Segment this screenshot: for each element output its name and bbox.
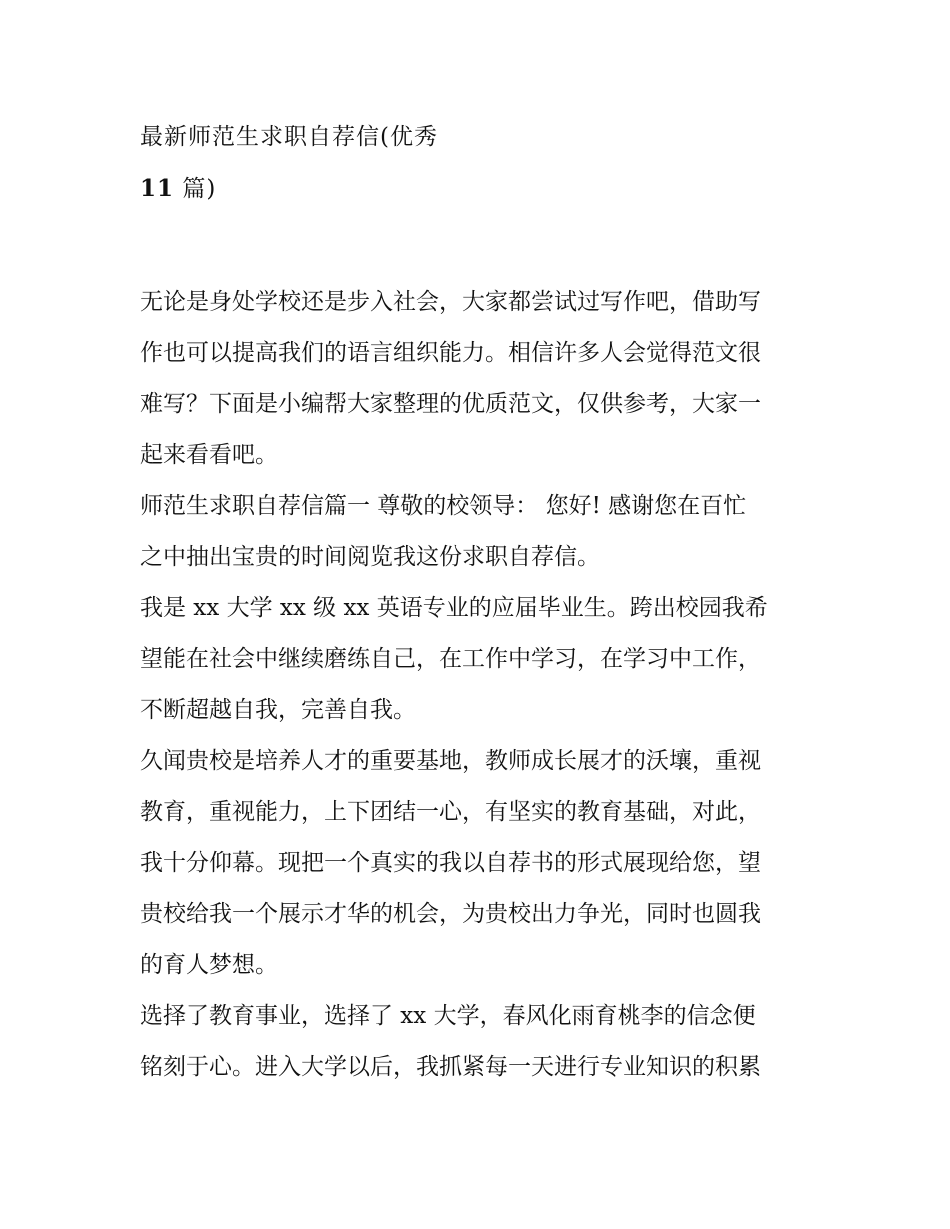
body-line: 贵校给我一个展示才华的机会，为贵校出力争光，同时也圆我 [140, 901, 761, 927]
document-title [140, 112, 820, 214]
document-body [140, 277, 820, 1093]
body-line: 难写？下面是小编帮大家整理的优质范文，仅供参考，大家一 [140, 391, 761, 417]
body-line: 师范生求职自荐信篇一 尊敬的校领导： 您好! 感谢您在百忙 [140, 493, 747, 519]
body-line: 无论是身处学校还是步入社会，大家都尝试过写作吧，借助写 [140, 289, 761, 315]
body-line: 作也可以提高我们的语言组织能力。相信许多人会觉得范文很 [140, 340, 761, 366]
body-line: 望能在社会中继续磨练自己，在工作中学习，在学习中工作， [140, 646, 761, 672]
title-count: 11 [140, 175, 175, 202]
body-line: 之中抽出宝贵的时间阅览我这份求职自荐信。 [140, 544, 600, 570]
title-line-2 [140, 163, 820, 214]
body-line: 我十分仰幕。现把一个真实的我以自荐书的形式展现给您，望 [140, 850, 761, 876]
body-line: 久闻贵校是培养人才的重要基地，教师成长展才的沃壤，重视 [140, 748, 761, 774]
body-line: 铭刻于心。进入大学以后，我抓紧每一天进行专业知识的积累 [140, 1054, 761, 1080]
body-line: 选择了教育事业，选择了 xx 大学，春风化雨育桃李的信念便 [140, 1003, 756, 1029]
body-line: 起来看看吧。 [140, 442, 278, 468]
body-line: 我是 xx 大学 xx 级 xx 英语专业的应届毕业生。跨出校园我希 [140, 595, 768, 621]
title-line-1: 最新师范生求职自荐信(优秀 [140, 124, 438, 150]
body-line: 教育，重视能力，上下团结一心，有坚实的教育基础，对此， [140, 799, 761, 825]
body-line: 不断超越自我，完善自我。 [140, 697, 416, 723]
body-line: 的育人梦想。 [140, 952, 278, 978]
title-suffix: 篇) [174, 176, 217, 202]
